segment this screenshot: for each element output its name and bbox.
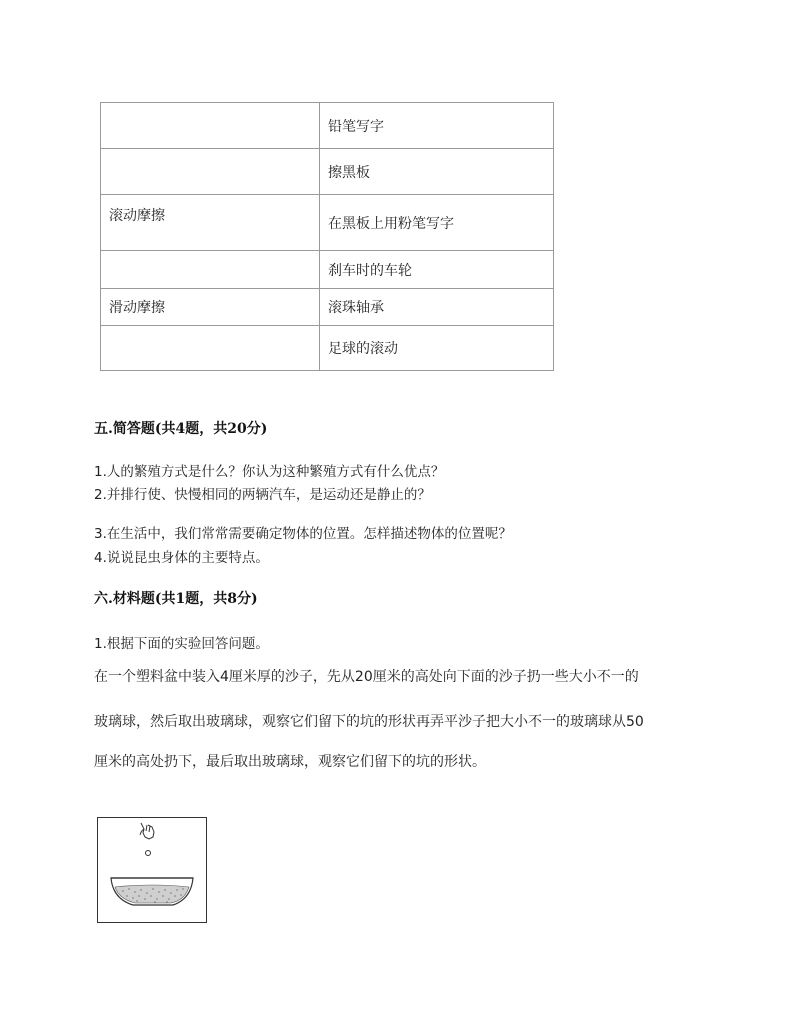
- sand-bowl-icon: [111, 878, 193, 905]
- illustration-frame: [98, 818, 207, 923]
- table-cell-right: 足球的滚动: [320, 326, 554, 371]
- material-line-2: 玻璃球，然后取出玻璃球，观察它们留下的坑的形状再弄平沙子把大小不一的玻璃球从50: [94, 714, 644, 730]
- material-line-3: 厘米的高处扔下，最后取出玻璃球，观察它们留下的坑的形状。: [94, 754, 486, 770]
- table-row: [101, 251, 554, 289]
- material-line-1: 在一个塑料盆中装入4厘米厚的沙子，先从20厘米的高处向下面的沙子扔一些大小不一的: [94, 669, 639, 685]
- table-row: [101, 103, 554, 149]
- section-5-title: 五.简答题(共4题，共20分): [94, 421, 268, 437]
- question-1: 1.人的繁殖方式是什么？你认为这种繁殖方式有什么优点？: [94, 464, 445, 480]
- question-2: 2.并排行使、快慢相同的两辆汽车，是运动还是静止的？: [94, 487, 431, 503]
- material-question: 1.根据下面的实验回答问题。: [94, 636, 269, 652]
- table-cell-right: 铅笔写字: [320, 103, 554, 149]
- experiment-illustration: [97, 817, 207, 923]
- table-cell-left: 滑动摩擦: [101, 289, 320, 326]
- question-4: 4.说说昆虫身体的主要特点。: [94, 550, 269, 566]
- table-row: [101, 149, 554, 195]
- table-row: [101, 195, 554, 251]
- table-cell-left: [101, 251, 320, 289]
- table-cell-right: 在黑板上用粉笔写字: [320, 195, 554, 251]
- table-cell-left: [101, 326, 320, 371]
- section-6-title: 六.材料题(共1题，共8分): [94, 591, 258, 607]
- table-cell-right: 刹车时的车轮: [320, 251, 554, 289]
- table-cell-right: 滚珠轴承: [320, 289, 554, 326]
- table-row: [101, 289, 554, 326]
- table-cell-right: 擦黑板: [320, 149, 554, 195]
- table-row: [101, 326, 554, 371]
- question-3: 3.在生活中，我们常常需要确定物体的位置。怎样描述物体的位置呢？: [94, 526, 512, 542]
- friction-matching-table: [100, 102, 554, 371]
- table-cell-left: [101, 149, 320, 195]
- table-cell-left: [101, 103, 320, 149]
- table-cell-left: 滚动摩擦: [101, 195, 320, 251]
